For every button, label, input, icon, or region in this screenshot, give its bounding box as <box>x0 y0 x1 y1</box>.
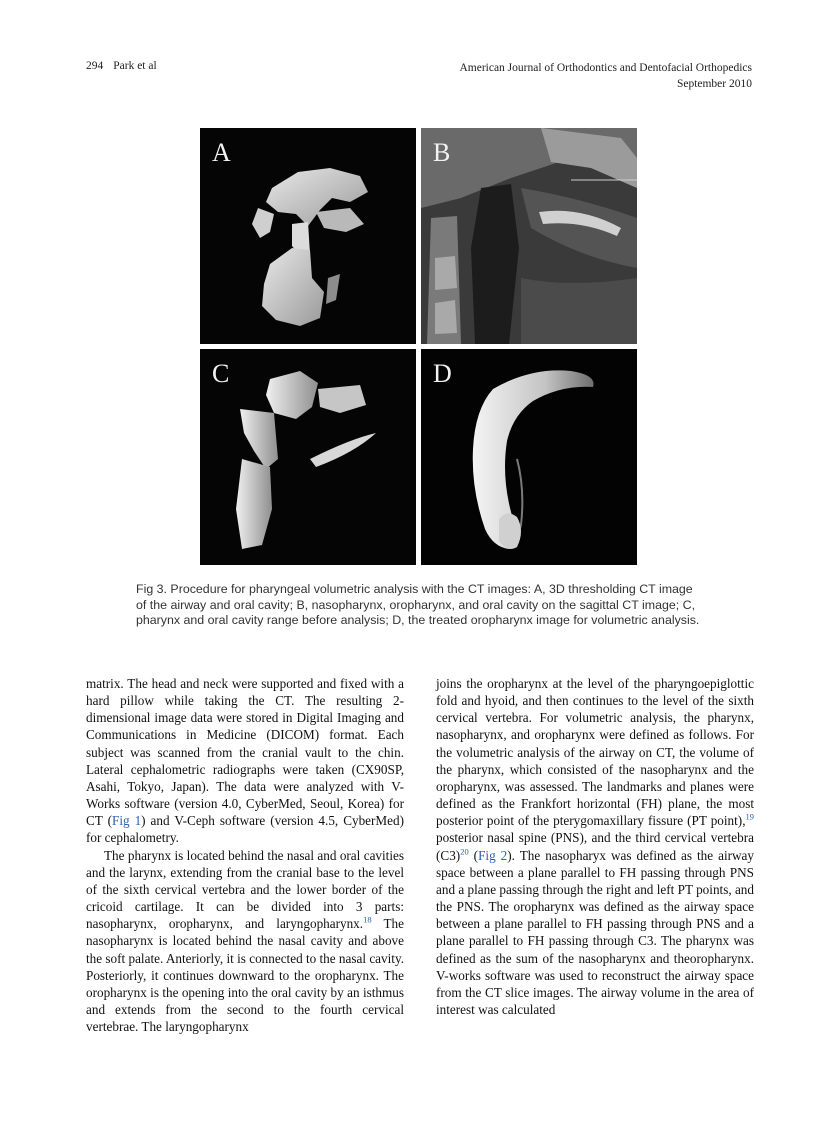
paragraph: The pharynx is located behind the nasal and oral cavities and the larynx, extending from the cranial base to the level of the sixth cervical vertebra and the lower border of the cricoid cartilage. It can be divided into 3 parts: nasopharynx, oropharynx, and laryngopharynx.$^{18}$ The nasopharynx is located behind the nasal cavity and above the soft palate. Anteriorly, it is connected to the nasal cavity. Posteriorly, it continues downward to the oropharynx. The oropharynx is the opening into the oral cavity by an isthmus and extends from the second to the fourth cervical vertebrae. The laryngopharynx <box>86 847 404 1035</box>
panel-d-render <box>421 349 637 565</box>
figure-panel-b <box>421 128 637 344</box>
author-line: Park et al <box>113 60 157 72</box>
panel-b-render <box>421 128 637 344</box>
panel-a-render <box>200 128 416 344</box>
figure-1-link[interactable]: Fig 1 <box>112 813 142 829</box>
panel-label-a: A <box>212 138 231 167</box>
text-column-left <box>86 675 404 1035</box>
panel-c-render <box>200 349 416 565</box>
figure-3 <box>200 128 638 566</box>
panel-label-c: C <box>212 359 230 388</box>
paragraph: joins the oropharynx at the level of the pharyngoepiglottic fold and hyoid, and then continues to the level of the sixth cervical vertebra. For volumetric analysis, the pharynx, nasopharynx, and oropharynx were defined as follows. For the volumetric analysis of the airway on CT, the volume of the pharynx, which consisted of the nasopharynx and the oropharynx, was assessed. The landmarks and planes were defined as the Frankfort horizontal (FH) plane, the most posterior point of the pterygomaxillary fissure (PT point),$^{19}$ posterior nasal spine (PNS), and the third cervical vertebra (C3)$^{20}$ (Fig 2). The nasopharyx was defined as the airway space between a plane parallel to FH passing through PNS and a plane passing through the right and left PT points, and the PNS. The oropharynx was defined as the airway space between a plane parallel to FH passing through PNS and a plane parallel to FH passing through C3. The pharynx was defined as the sum of the nasopharynx and theoropharynx. V-works software was used to reconstruct the airway space from the CT slice images. The airway volume in the area of interest was calculated <box>436 676 754 1017</box>
figure-caption: Fig 3. Procedure for pharyngeal volumetric analysis with the CT images: A, 3D thresholding CT image of the airway and oral cavity; B, nasopharynx, oropharynx, and oral cavity on the sagittal CT image; C, pharynx and oral cavity range before analysis; D, the treated oropharynx image for volumetric analysis. <box>136 582 700 627</box>
page-number: 294 <box>86 60 104 72</box>
panel-label-d: D <box>433 359 452 388</box>
paragraph: matrix. The head and neck were supported and fixed with a hard pillow while taking the CT. The resulting 2-dimensional image data were stored in Digital Imaging and Communications in Medicine (DICOM) format. Each subject was scanned from the cranial vault to the chin. Lateral cephalometric radiographs were taken (CX90SP, Asahi, Tokyo, Japan). The data were analyzed with V-Works software (version 4.0, CyberMed, Seoul, Korea) for CT (Fig 1) and V-Ceph software (version 4.5, CyberMed) for cephalometry. <box>86 676 404 846</box>
issue-date: September 2010 <box>676 78 752 90</box>
figure-panel-c <box>200 349 416 565</box>
running-head-left <box>86 60 157 72</box>
figure-panel-d <box>421 349 637 565</box>
running-head-right <box>459 60 752 92</box>
citation-19[interactable]: 19 <box>745 811 754 822</box>
figure-panel-a <box>200 128 416 344</box>
panel-label-b: B <box>433 138 451 167</box>
citation-18[interactable]: 18 <box>363 914 372 925</box>
text-column-right <box>436 675 754 1018</box>
citation-20[interactable]: 20 <box>460 846 469 857</box>
journal-title: American Journal of Orthodontics and Dentofacial Orthopedics <box>459 62 752 74</box>
figure-2-link[interactable]: Fig 2 <box>478 847 508 863</box>
